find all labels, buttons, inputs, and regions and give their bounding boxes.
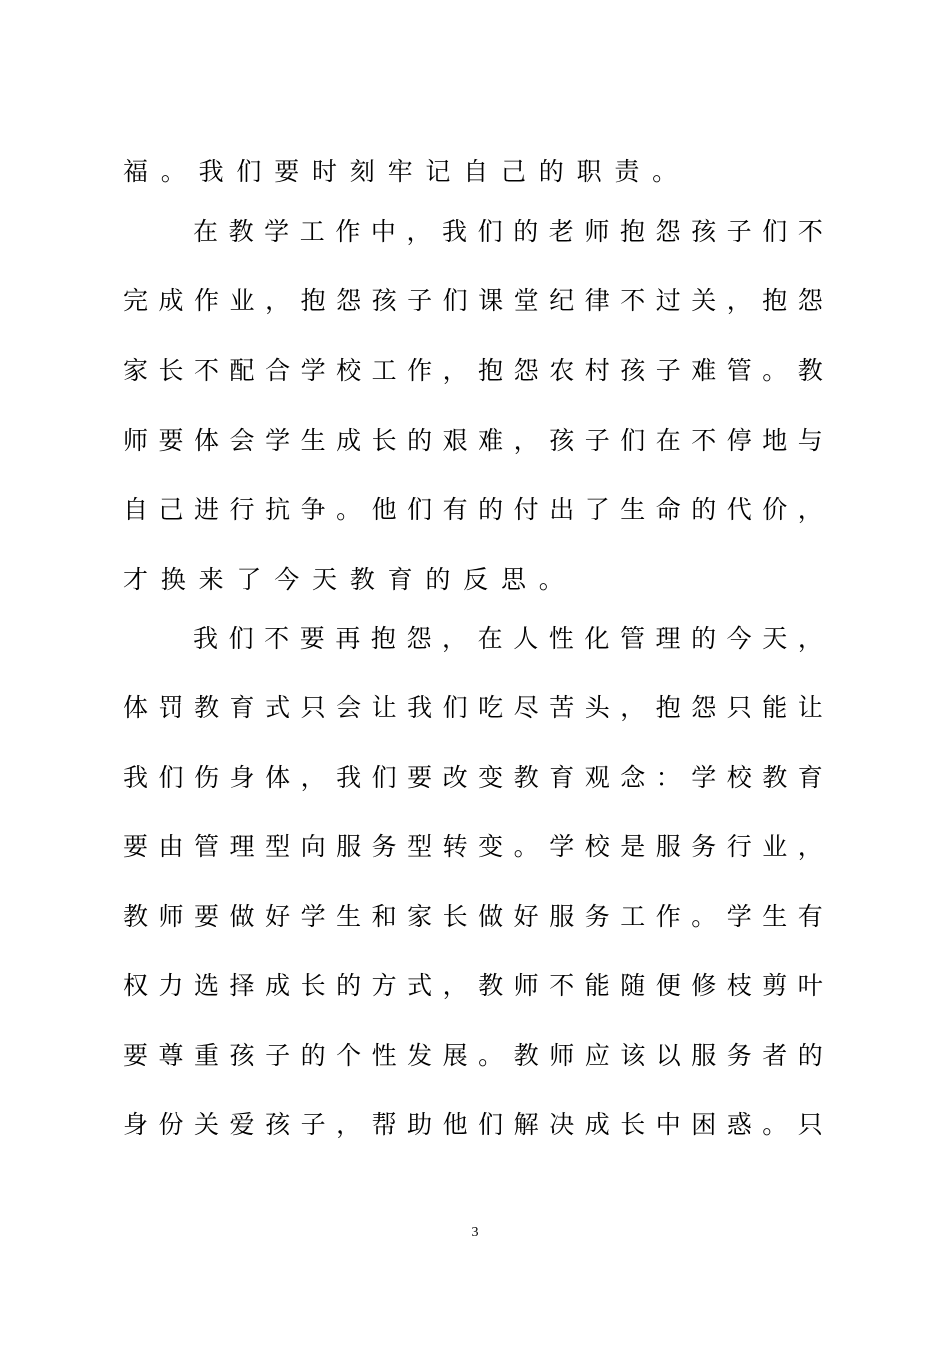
text-line-4: 家 长 不 配 合 学 校 工 作 ， 抱 怨 农 村 孩 子 难 管 。 教: [123, 356, 823, 385]
text-line-1: 福 。 我 们 要 时 刻 牢 记 自 己 的 职 责 。: [123, 157, 678, 186]
text-line-5: 师 要 体 会 学 生 成 长 的 艰 难 ， 孩 子 们 在 不 停 地 与: [123, 426, 823, 455]
text-line-14: 要 尊 重 孩 子 的 个 性 发 展 。 教 师 应 该 以 服 务 者 的: [123, 1041, 823, 1070]
text-line-7: 才 换 来 了 今 天 教 育 的 反 思 。: [123, 565, 564, 594]
text-line-6: 自 己 进 行 抗 争 。 他 们 有 的 付 出 了 生 命 的 代 价 ，: [123, 495, 823, 524]
text-line-13: 权 力 选 择 成 长 的 方 式 ， 教 师 不 能 随 便 修 枝 剪 叶: [123, 971, 823, 1000]
text-line-10: 我 们 伤 身 体 ， 我 们 要 改 变 教 育 观 念 ： 学 校 教 育: [123, 763, 823, 792]
text-line-2: 在 教 学 工 作 中 ， 我 们 的 老 师 抱 怨 孩 子 们 不: [193, 217, 823, 246]
text-line-3: 完 成 作 业 ， 抱 怨 孩 子 们 课 堂 纪 律 不 过 关 ， 抱 怨: [123, 286, 823, 315]
text-line-9: 体 罚 教 育 式 只 会 让 我 们 吃 尽 苦 头 ， 抱 怨 只 能 让: [123, 693, 823, 722]
text-line-12: 教 师 要 做 好 学 生 和 家 长 做 好 服 务 工 作 。 学 生 有: [123, 902, 823, 931]
text-line-8: 我 们 不 要 再 抱 怨 ， 在 人 性 化 管 理 的 今 天 ，: [193, 624, 823, 653]
page-number: 3: [471, 1225, 479, 1240]
text-line-15: 身 份 关 爱 孩 子 ， 帮 助 他 们 解 决 成 长 中 困 惑 。 只: [123, 1110, 823, 1139]
text-line-11: 要 由 管 理 型 向 服 务 型 转 变 。 学 校 是 服 务 行 业 ，: [123, 832, 823, 861]
